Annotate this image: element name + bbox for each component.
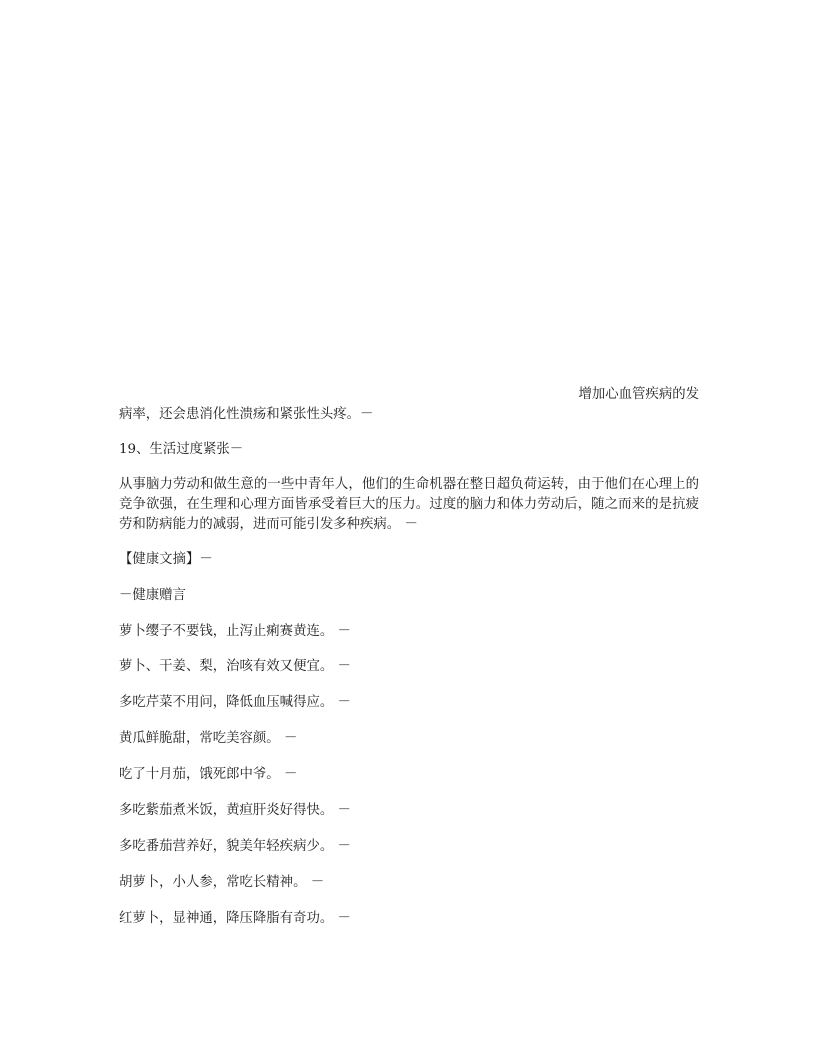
saying-item: 吃了十月茄，饿死郎中爷。 － (119, 767, 298, 782)
saying-item: 萝卜缨子不要钱，止泻止痢赛黄连。 － (119, 624, 351, 639)
subsection-title: －健康赠言 (119, 588, 186, 603)
heading-19: 19、生活过度紧张－ (119, 442, 244, 457)
saying-item: 胡萝卜，小人参，常吃长精神。 － (119, 875, 325, 890)
saying-item: 红萝卜，显神通，降压降脂有奇功。 － (119, 911, 351, 926)
section-title: 【健康文摘】－ (119, 552, 213, 567)
saying-item: 多吃紫茄煮米饭，黄疸肝炎好得快。 － (119, 803, 351, 818)
continuation-line-1: 增加心血管疾病的发 (578, 387, 699, 402)
paragraph-19: 从事脑力劳动和做生意的一些中青年人，他们的生命机器在整日超负荷运转，由于他们在心理上的竞争欲强，在生理和心理方面皆承受着巨大的压力。过度的脑力和体力劳动后，随之而来的是抗疲劳和防病能力的减弱，进而可能引发多种疾病。 － (119, 477, 699, 532)
saying-item: 黄瓜鲜脆甜，常吃美容颜。 － (119, 731, 298, 746)
saying-item: 萝卜、干姜、梨，治咳有效又便宜。 － (119, 659, 351, 674)
saying-item: 多吃番茄营养好，貌美年轻疾病少。 － (119, 839, 351, 854)
continuation-line-2: 病率，还会患消化性溃疡和紧张性头疼。－ (119, 407, 374, 422)
saying-item: 多吃芹菜不用问，降低血压喊得应。 － (119, 695, 351, 710)
